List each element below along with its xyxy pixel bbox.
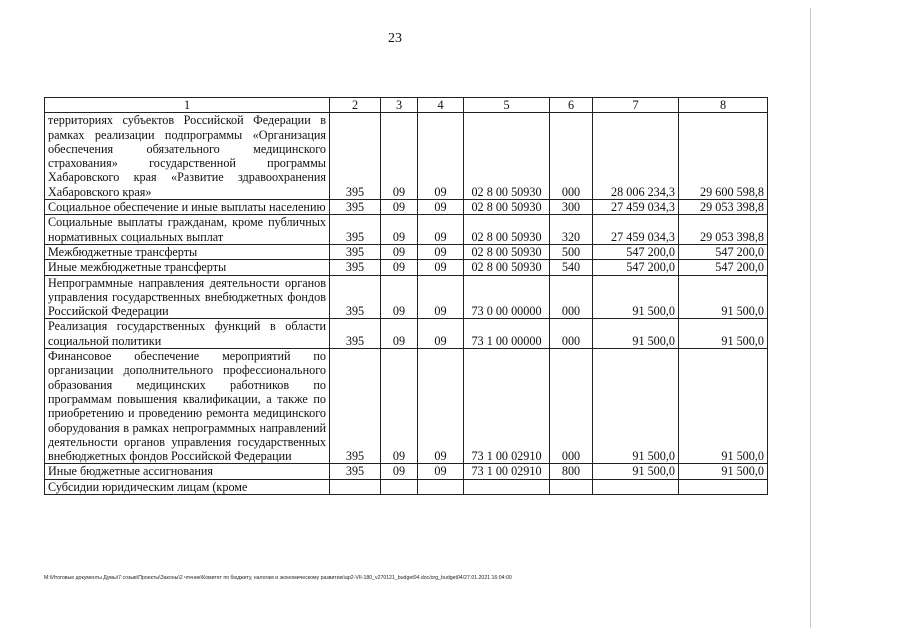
page-number: 23 — [388, 31, 402, 46]
expense-type-code: 000 — [550, 275, 593, 319]
target-article-code: 73 0 00 00000 — [464, 275, 550, 319]
amount-year-1: 91 500,0 — [593, 349, 679, 464]
amount-year-1: 27 459 034,3 — [593, 215, 679, 245]
target-article-code: 02 8 00 50930 — [464, 244, 550, 259]
amount-year-2: 91 500,0 — [679, 349, 768, 464]
amount-year-2: 29 053 398,8 — [679, 200, 768, 215]
item-name: Социальные выплаты гражданам, кроме публичных нормативных социальных выплат — [45, 215, 330, 245]
expense-type-code: 540 — [550, 260, 593, 275]
subsection-code: 09 — [418, 113, 464, 200]
header-cell-8: 8 — [679, 98, 768, 113]
table-row — [45, 200, 768, 215]
target-article-code: 73 1 00 02910 — [464, 349, 550, 464]
table-row — [45, 244, 768, 259]
target-article-code: 02 8 00 50930 — [464, 113, 550, 200]
amount-year-1: 91 500,0 — [593, 319, 679, 349]
header-cell-4: 4 — [418, 98, 464, 113]
item-name: Финансовое обеспечение мероприятий по организации дополнительного профессионального образования медицинских работников по программам повышения квалификации, а также по приобретению и проведению ремонта медицинского оборудования в рамках непрограммных направлений деятельности органов управления государственных внебюджетных фондов Российской Федерации — [45, 349, 330, 464]
header-cell-5: 5 — [464, 98, 550, 113]
admin-code: 395 — [330, 260, 381, 275]
page-edge-line — [810, 8, 811, 628]
section-code — [381, 479, 418, 494]
amount-year-1: 91 500,0 — [593, 275, 679, 319]
section-code: 09 — [381, 275, 418, 319]
amount-year-2: 547 200,0 — [679, 244, 768, 259]
subsection-code: 09 — [418, 464, 464, 479]
subsection-code: 09 — [418, 260, 464, 275]
amount-year-1: 547 200,0 — [593, 244, 679, 259]
item-name: Иные межбюджетные трансферты — [45, 260, 330, 275]
table-row — [45, 275, 768, 319]
target-article-code — [464, 479, 550, 494]
admin-code: 395 — [330, 215, 381, 245]
section-code: 09 — [381, 319, 418, 349]
item-name: Социальное обеспечение и иные выплаты населению — [45, 200, 330, 215]
subsection-code: 09 — [418, 200, 464, 215]
admin-code: 395 — [330, 275, 381, 319]
table-row — [45, 215, 768, 245]
budget-table — [44, 97, 768, 495]
subsection-code: 09 — [418, 275, 464, 319]
expense-type-code: 300 — [550, 200, 593, 215]
expense-type-code: 800 — [550, 464, 593, 479]
table-row — [45, 479, 768, 494]
header-cell-2: 2 — [330, 98, 381, 113]
item-name: Иные бюджетные ассигнования — [45, 464, 330, 479]
header-cell-1: 1 — [45, 98, 330, 113]
amount-year-2: 91 500,0 — [679, 275, 768, 319]
amount-year-1 — [593, 479, 679, 494]
section-code: 09 — [381, 464, 418, 479]
subsection-code: 09 — [418, 349, 464, 464]
expense-type-code: 000 — [550, 319, 593, 349]
table-row — [45, 349, 768, 464]
admin-code: 395 — [330, 319, 381, 349]
target-article-code: 02 8 00 50930 — [464, 215, 550, 245]
admin-code: 395 — [330, 113, 381, 200]
section-code: 09 — [381, 349, 418, 464]
subsection-code: 09 — [418, 319, 464, 349]
item-name: Межбюджетные трансферты — [45, 244, 330, 259]
amount-year-1: 91 500,0 — [593, 464, 679, 479]
amount-year-2: 29 053 398,8 — [679, 215, 768, 245]
amount-year-2: 29 600 598,8 — [679, 113, 768, 200]
header-cell-7: 7 — [593, 98, 679, 113]
target-article-code: 73 1 00 00000 — [464, 319, 550, 349]
subsection-code: 09 — [418, 244, 464, 259]
admin-code: 395 — [330, 244, 381, 259]
table-row — [45, 464, 768, 479]
table-row — [45, 113, 768, 200]
table-body — [45, 98, 768, 495]
section-code: 09 — [381, 200, 418, 215]
section-code: 09 — [381, 260, 418, 275]
header-cell-6: 6 — [550, 98, 593, 113]
target-article-code: 02 8 00 50930 — [464, 260, 550, 275]
item-name: территориях субъектов Российской Федерации в рамках реализации подпрограммы «Организация обеспечения обязательного медицинского страхования» государственной программы Хабаровского края «Развитие здравоохранения Хабаровского края» — [45, 113, 330, 200]
subsection-code: 09 — [418, 215, 464, 245]
subsection-code — [418, 479, 464, 494]
admin-code: 395 — [330, 349, 381, 464]
expense-type-code: 000 — [550, 349, 593, 464]
section-code: 09 — [381, 113, 418, 200]
header-cell-3: 3 — [381, 98, 418, 113]
item-name: Субсидии юридическим лицам (кроме — [45, 479, 330, 494]
expense-type-code — [550, 479, 593, 494]
amount-year-2 — [679, 479, 768, 494]
amount-year-1: 547 200,0 — [593, 260, 679, 275]
expense-type-code: 320 — [550, 215, 593, 245]
header-row — [45, 98, 768, 113]
admin-code: 395 — [330, 200, 381, 215]
section-code: 09 — [381, 215, 418, 245]
amount-year-2: 547 200,0 — [679, 260, 768, 275]
amount-year-2: 91 500,0 — [679, 464, 768, 479]
item-name: Непрограммные направления деятельности органов управления государственных внебюджетных фондов Российской Федерации — [45, 275, 330, 319]
amount-year-2: 91 500,0 — [679, 319, 768, 349]
item-name: Реализация государственных функций в области социальной политики — [45, 319, 330, 349]
table-row — [45, 319, 768, 349]
section-code: 09 — [381, 244, 418, 259]
target-article-code: 73 1 00 02910 — [464, 464, 550, 479]
amount-year-1: 27 459 034,3 — [593, 200, 679, 215]
expense-type-code: 500 — [550, 244, 593, 259]
admin-code — [330, 479, 381, 494]
target-article-code: 02 8 00 50930 — [464, 200, 550, 215]
amount-year-1: 28 006 234,3 — [593, 113, 679, 200]
admin-code: 395 — [330, 464, 381, 479]
expense-type-code: 000 — [550, 113, 593, 200]
table-row — [45, 260, 768, 275]
file-path-footer: M:\Итоговые документы Думы\7 созыв\Проекты\Законы\2 чтение\Комитет по бюджету, налогам и экономическому развитию\ap2-VII-180_v270121_budget04.doc/org_budget04/27.01.2021 16:04:00 — [44, 575, 512, 581]
